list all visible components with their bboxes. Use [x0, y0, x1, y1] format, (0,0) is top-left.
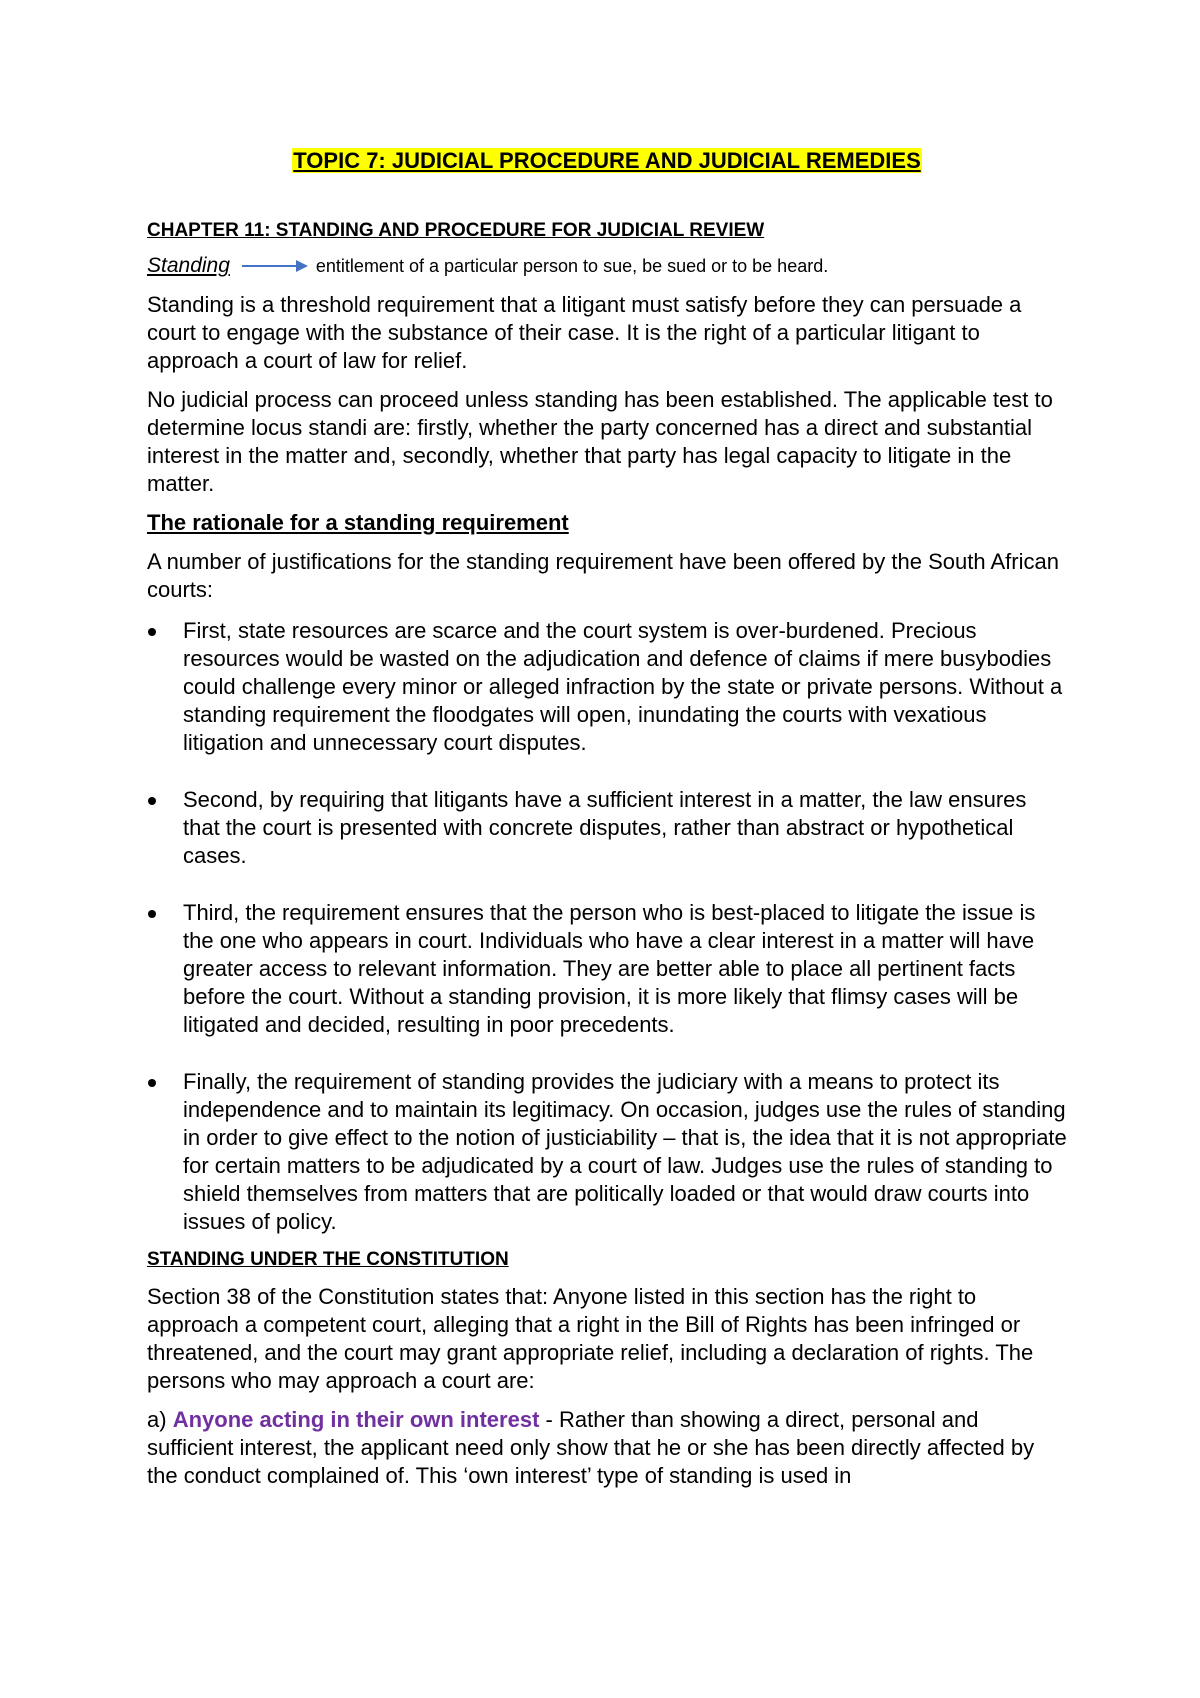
title-highlight: TOPIC 7: JUDICIAL PROCEDURE AND JUDICIAL REMEDIES: [293, 148, 921, 173]
chapter-heading: CHAPTER 11: STANDING AND PROCEDURE FOR JUDICIAL REVIEW: [147, 220, 765, 241]
paragraph-process: No judicial process can proceed unless standing has been established. The applicable test to determine locus standi are: firstly, whether the party concerned has a direct and substantial interest in the matter and, secondly, whether that party has legal capacity to litigate in the matter.: [147, 387, 1053, 496]
item-a-label: Anyone acting in their own interest: [172, 1407, 540, 1432]
list-item-text: Finally, the requirement of standing provides the judiciary with a means to protect its independence and to maintain its legitimacy. On occasion, judges use the rules of standing in order to give effect to the notion of justiciability – that is, the idea that it is not appropriate for certain matters to be adjudicated by a court of law. Judges use the rules of standing to shield themselves from matters that are politically loaded or that would draw courts into issues of policy.: [183, 1069, 1067, 1234]
bullet-icon: [148, 910, 156, 918]
bullet-icon: [148, 797, 156, 805]
item-a-prefix: a): [147, 1407, 173, 1432]
list-item-text: Third, the requirement ensures that the person who is best-placed to litigate the issue is the one who appears in court. Individuals who have a clear interest in a matter will have greater access to relevant information. They are better able to place all pertinent facts before the court. Without a standing provision, it is more likely that flimsy cases will be litigated and decided, resulting in poor precedents.: [183, 900, 1036, 1037]
document-body: [147, 148, 1067, 1490]
right-arrow-icon: [242, 259, 308, 273]
document-title: [147, 148, 1067, 174]
constitution-heading: STANDING UNDER THE CONSTITUTION: [147, 1249, 509, 1270]
paragraph-justifications: A number of justifications for the standing requirement have been offered by the South African courts:: [147, 549, 1059, 602]
list-item: [147, 899, 1067, 1039]
rationale-heading: The rationale for a standing requirement: [147, 510, 569, 535]
standing-definition: entitlement of a particular person to sue, be sued or to be heard.: [315, 256, 829, 276]
paragraph-section38: Section 38 of the Constitution states that: Anyone listed in this section has the right to approach a competent court, alleging that a right in the Bill of Rights has been infringed or threatened, and the court may grant appropriate relief, including a declaration of rights. The persons who may approach a court are:: [147, 1284, 1034, 1393]
paragraph-threshold: Standing is a threshold requirement that a litigant must satisfy before they can persuade a court to engage with the substance of their case. It is the right of a particular litigant to approach a court of law for relief.: [147, 292, 1022, 373]
list-item: [147, 1068, 1067, 1236]
bullet-icon: [148, 628, 156, 636]
bullet-icon: [148, 1079, 156, 1087]
standing-term: Standing: [147, 254, 230, 277]
list-item: [147, 617, 1067, 757]
item-a-text: - Rather than showing a direct, personal and sufficient interest, the applicant need only show that he or she has been directly affected by the conduct complained of. This ‘own interest’ type of standing is used in: [147, 1407, 1035, 1488]
list-item: [147, 786, 1067, 870]
paragraph-item-a: [147, 1406, 1067, 1490]
standing-definition-line: [147, 255, 1067, 277]
list-item-text: Second, by requiring that litigants have a sufficient interest in a matter, the law ensures that the court is presented with concrete disputes, rather than abstract or hypothetical cases.: [183, 787, 1027, 868]
justifications-list: [147, 617, 1067, 1236]
list-item-text: First, state resources are scarce and the court system is over-burdened. Precious resources would be wasted on the adjudication and defence of claims if mere busybodies could challenge every minor or alleged infraction by the state or private persons. Without a standing requirement the floodgates will open, inundating the courts with vexatious litigation and unnecessary court disputes.: [183, 618, 1063, 755]
